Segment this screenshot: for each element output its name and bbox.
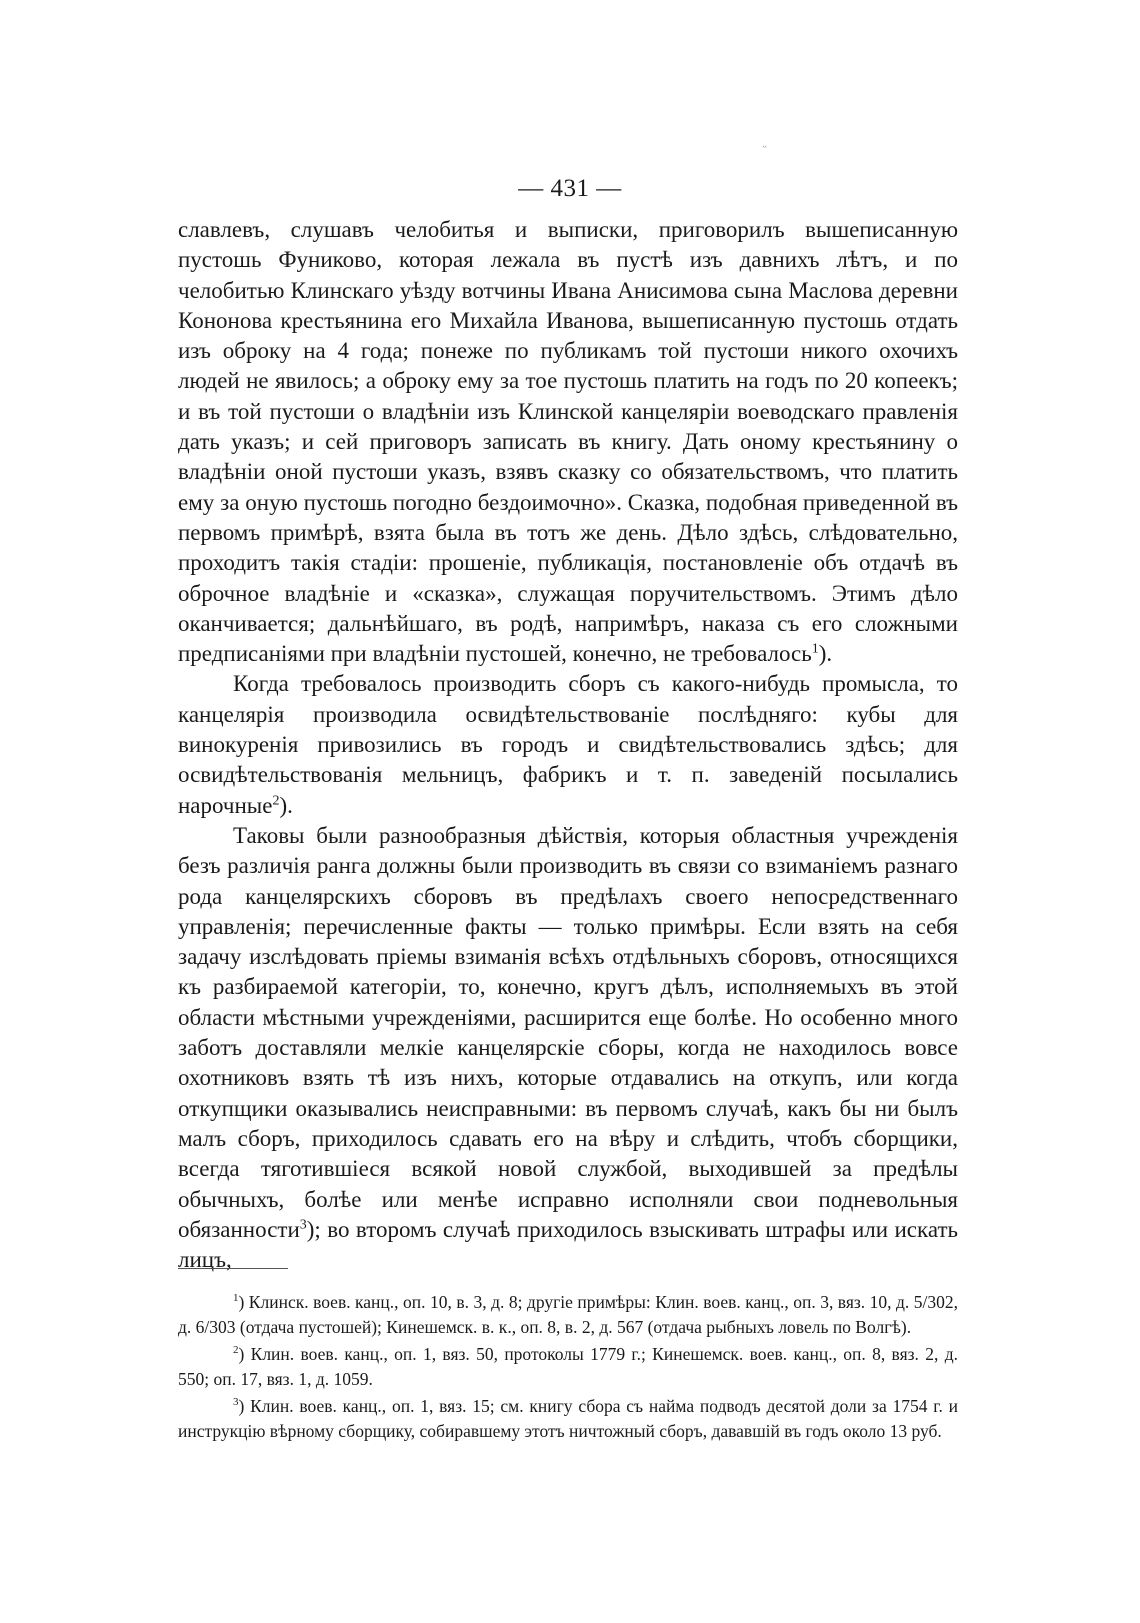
paragraph-3 [178,821,958,1275]
footnote-ref-2: 2 [272,792,280,808]
footnote-divider [178,1268,288,1269]
footnote-2-text: ) Клин. воев. канц., оп. 1, вяз. 50, протоколы 1779 г.; Кинешемск. воев. канц., оп. 8, вяз. 2, д. 550; оп. 17, вяз. 1, д. 1059. [178,1344,958,1389]
footnote-1 [178,1290,958,1339]
footnote-2-marker: 2 [233,1344,239,1357]
main-text [178,215,958,1275]
footnote-3-text: ) Клин. воев. канц., оп. 1, вяз. 15; см. книгу сбора съ найма подводъ десятой доли за 1754 г. и инструкцію вѣрному сборщику, собиравшему этотъ ничтожный сборъ, дававшій въ годъ около 13 руб. [178,1396,958,1441]
paragraph-1-text: славлевъ, слушавъ челобитья и выписки, приговорилъ вышеписанную пустошь Фуниково, которая лежала въ пустѣ изъ давнихъ лѣтъ, и по челобитью Клинскаго уѣзду вотчины Ивана Анисимова сына Маслова деревни Кононова крестьянина его Михайла Иванова, вышеписанную пустошь отдать изъ оброку на 4 года; понеже по публикамъ той пустоши никого охочихъ людей не явилось; а оброку ему за тое пустошь платить на годъ по 20 копеекъ; и въ той пустоши о владѣніи изъ Клинской канцеляріи воеводскаго правленія дать указъ; и сей приговоръ записать въ книгу. Дать оному крестьянину о владѣніи оной пустоши указъ, взявъ сказку со обязательствомъ, что платить ему за оную пустошь погодно бездоимочно». Сказка, подобная приведенной въ первомъ примѣрѣ, взята была въ тотъ же день. Дѣло здѣсь, слѣдовательно, проходитъ такія стадіи: прошеніе, публикація, постановленіе объ отдачѣ въ оброчное владѣніе и «сказка», служащая поручительствомъ. Этимъ дѣло оканчивается; дальнѣйшаго, въ родѣ, напримѣръ, наказа съ его сложными предписаніями при владѣніи пустошей, конечно, не требовалось [178,217,958,667]
paragraph-3-tail: ); во второмъ случаѣ приходилось взыскивать штрафы или искать лицъ, [178,1216,958,1273]
paragraph-1 [178,215,958,669]
footnote-2 [178,1342,958,1391]
footnotes [178,1290,958,1446]
paragraph-2-tail: ). [279,792,293,818]
page-number: — 431 — [518,175,622,202]
paragraph-1-tail: ). [818,641,833,667]
paragraph-2-text: Когда требовалось производить сборъ съ какого-нибудь промысла, то канцелярія производила освидѣтельствованіе послѣдняго: кубы для винокуренія привозились въ городъ и свидѣтельствовались здѣсь; для освидѣтельствованія мельницъ, фабрикъ и т. п. заведеній посылались нарочные [178,671,958,818]
footnote-3 [178,1394,958,1443]
paragraph-2 [178,669,958,820]
paragraph-3-text: Таковы были разнообразныя дѣйствія, которыя областныя учрежденія безъ различія ранга должны были производить въ связи со взиманіемъ разнаго рода канцелярскихъ сборовъ въ предѣлахъ своего непосредственнаго управленія; перечисленные факты — только примѣры. Если взять на себя задачу изслѣдовать пріемы взиманія всѣхъ отдѣльныхъ сборовъ, относящихся къ разбираемой категоріи, то, конечно, кругъ дѣлъ, исполняемыхъ въ этой области мѣстными учрежденіями, расширится еще болѣе. Но особенно много заботъ доставляли мелкіе канцелярскіе сборы, когда не находилось вовсе охотниковъ взять тѣ изъ нихъ, которые отдавались на откупъ, или когда откупщики оказывались неисправными: въ первомъ случаѣ, какъ бы ни былъ малъ сборъ, приходилось сдавать его на вѣру и слѣдить, чтобъ сборщики, всегда тяготившіеся всякой новой службой, выходившей за предѣлы обычныхъ, болѣе или менѣе исправно исполняли свои подневольныя обязанности [178,822,958,1242]
footnote-1-text: ) Клинск. воев. канц., оп. 10, в. 3, д. 8; другіе примѣры: Клин. воев. канц., оп. 3, вяз. 10, д. 5/302, д. 6/303 (отдача пустошей); Кинешемск. в. к., оп. 8, в. 2, д. 567 (отдача рыбныхъ ловель по Волгѣ). [178,1292,958,1337]
print-speck: ᵕ [763,140,767,154]
footnote-1-marker: 1 [233,1292,239,1305]
footnote-3-marker: 3 [233,1396,239,1409]
footnote-ref-1: 1 [811,641,819,657]
footnote-ref-3: 3 [299,1217,307,1233]
